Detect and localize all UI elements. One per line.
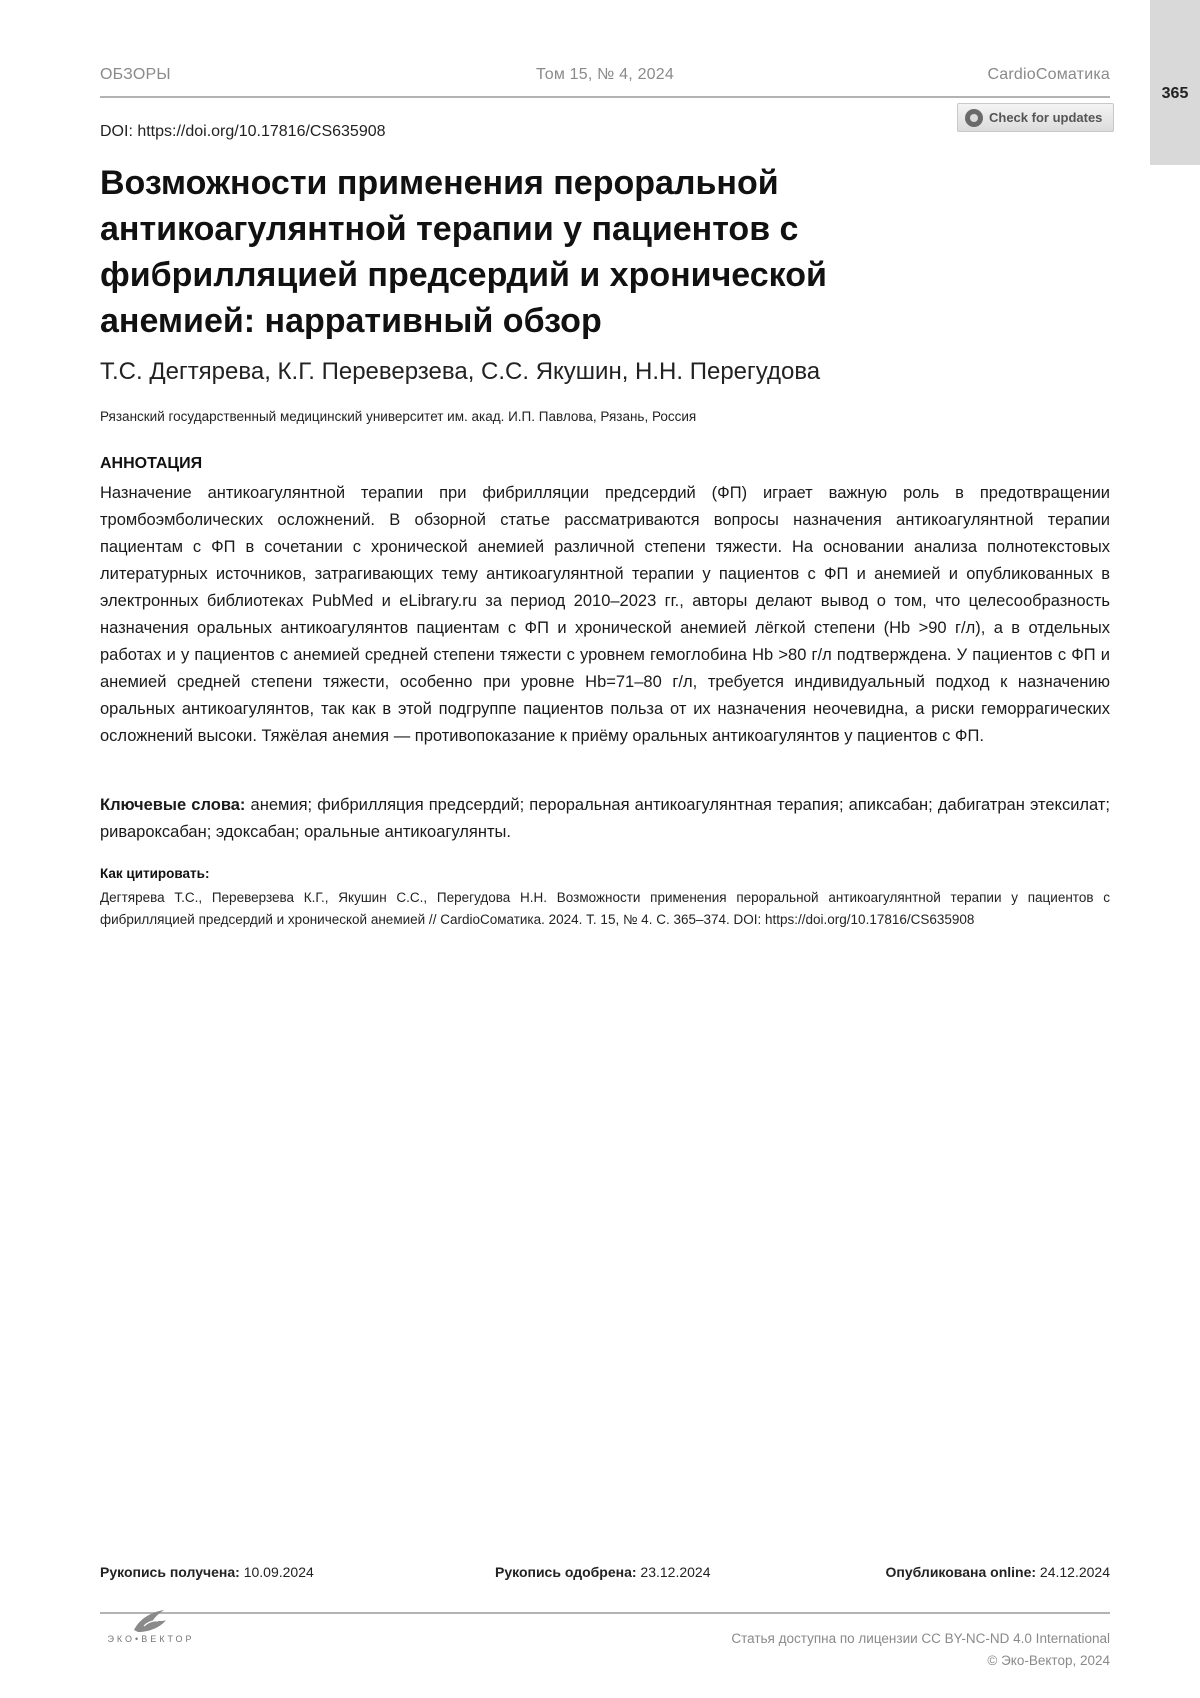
keywords-text: анемия; фибрилляция предсердий; пероральная антикоагулянтная терапия; апиксабан; дабигатран этексилат; ривароксабан; эдоксабан; оральные антикоагулянты. [100,796,1110,841]
keywords [100,792,1110,846]
received-date [100,1564,314,1580]
approved-label: Рукопись одобрена: [495,1564,637,1580]
check-for-updates-button[interactable] [957,103,1114,132]
running-header [100,66,1110,88]
crossmark-icon [965,109,983,127]
published-value: 24.12.2024 [1036,1564,1110,1580]
approved-value: 23.12.2024 [636,1564,711,1580]
journal-name: CardioСоматика [987,66,1110,83]
published-date [886,1564,1111,1580]
header-divider [100,96,1110,98]
author-list: Т.С. Дегтярева, К.Г. Переверзева, С.С. Якушин, Н.Н. Перегудова [100,358,821,385]
publisher-logo-text: ЭКО•ВЕКТОР [107,1634,195,1644]
doi-link[interactable]: DOI: https://doi.org/10.17816/CS635908 [100,123,386,140]
keywords-label: Ключевые слова: [100,796,246,814]
citation-label: Как цитировать: [100,866,210,881]
abstract-heading: АННОТАЦИЯ [100,455,203,472]
license-text[interactable]: Статья доступна по лицензии CC BY-NC-ND 4.0 International [731,1631,1110,1646]
affiliation: Рязанский государственный медицинский университет им. акад. И.П. Павлова, Рязань, Россия [100,409,697,424]
article-title: Возможности применения пероральной антикоагулянтной терапии у пациентов с фибрилляцией предсердий и хронической анемией: нарративный обзор [100,164,827,340]
footer-divider [100,1612,1110,1614]
manuscript-dates [100,1564,1110,1584]
page-number: 365 [1161,85,1189,102]
approved-date [495,1564,711,1580]
received-label: Рукопись получена: [100,1564,240,1580]
license-info [731,1628,1110,1672]
check-for-updates-label: Check for updates [989,110,1103,125]
published-label: Опубликована online: [885,1564,1037,1580]
copyright-text: © Эко-Вектор, 2024 [987,1653,1110,1668]
abstract-text: Назначение антикоагулянтной терапии при фибрилляции предсердий (ФП) играет важную роль в предотвращении тромбоэмболических осложнений. В обзорной статье рассматриваются вопросы назначения антикоагулянтной терапии пациентам с ФП в сочетании с хронической анемией различной степени тяжести. На основании анализа полнотекстовых литературных источников, затрагивающих тему антикоагулянтной терапии у пациентов с ФП и анемией и опубликованных в электронных библиотеках PubMed и eLibrary.ru за период 2010–2023 гг., авторы делают вывод о том, что целесообразность назначения оральных антикоагулянтов пациентам с ФП и хронической анемией лёгкой степени (Hb >90 г/л), а в отдельных работах и у пациентов с анемией средней степени тяжести с уровнем гемоглобина Hb >80 г/л подтверждена. У пациентов с ФП и анемией средней степени тяжести, особенно при уровне Hb=71–80 г/л, требуется индивидуальный подход к назначению оральных антикоагулянтов, так как в этой подгруппе пациентов польза от их назначения неочевидна, а риски геморрагических осложнений высоки. Тяжёлая анемия — противопоказание к приёму оральных антикоагулянтов у пациентов с ФП. [100,484,1110,745]
received-value: 10.09.2024 [239,1564,314,1580]
section-name: ОБЗОРЫ [100,66,171,83]
page-tab [1150,0,1200,165]
issue-info: Том 15, № 4, 2024 [536,66,674,83]
citation-text: Дегтярева Т.С., Переверзева К.Г., Якушин С.С., Перегудова Н.Н. Возможности применения пероральной антикоагулянтной терапии у пациентов с фибрилляцией предсердий и хронической анемией // CardioСоматика. 2024. Т. 15, № 4. С. 365–374. DOI: https://doi.org/10.17816/CS635908 [100,890,1110,927]
